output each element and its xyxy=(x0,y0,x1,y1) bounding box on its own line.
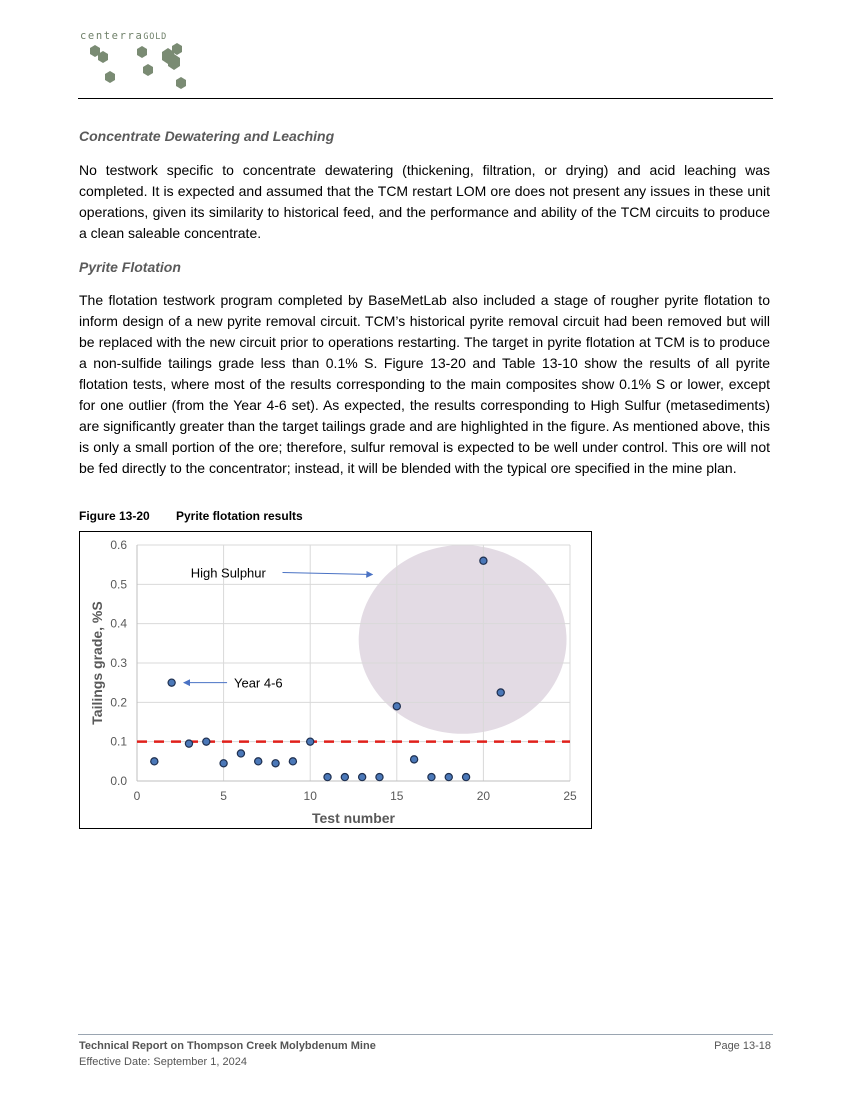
data-point xyxy=(185,740,192,747)
data-point xyxy=(272,760,279,767)
logo-wordmark xyxy=(80,30,167,42)
data-point xyxy=(428,773,435,780)
chart-frame xyxy=(79,531,592,829)
y-tick-label: 0.4 xyxy=(110,616,127,631)
y-tick-label: 0.5 xyxy=(110,577,127,592)
y-tick-label: 0.2 xyxy=(110,695,127,710)
paragraph-pyrite: The flotation testwork program completed by BaseMetLab also included a stage of rougher pyrite flotation to inform design of a new pyrite removal circuit. TCM’s historical pyrite removal circuit had been removed but will be replaced with the new circuit prior to operations restarting. The target in pyrite flotation at TCM is to produce a non-sulfide tailings grade less than 0.1% S. Figure 13-20 and Table 13-10 show the results of all pyrite flotation tests, where most of the results corresponding to the main composites show 0.1% S or lower, except for one outlier (from the Year 4-6 set). As expected, the results corresponding to High Sulfur (metasediments) are significantly greater than the target tailings grade and are highlighted in the figure. As mentioned above, this is only a small portion of the ore; therefore, sulfur removal is expected to be well under control. This ore will not be fed directly to the concentrator; instead, it will be blended with the typical ore specified in the mine plan. xyxy=(79,292,770,476)
y-tick-label: 0.6 xyxy=(110,538,127,552)
data-point xyxy=(151,758,158,765)
figure-title: Pyrite flotation results xyxy=(176,509,303,523)
y-tick-label: 0.1 xyxy=(110,734,127,749)
data-point xyxy=(255,758,262,765)
data-point xyxy=(289,758,296,765)
y-tick-label: 0.0 xyxy=(110,774,127,788)
data-point xyxy=(411,756,418,763)
annotation-label: Year 4-6 xyxy=(233,675,283,691)
data-point xyxy=(220,760,227,767)
x-tick-label: 25 xyxy=(563,789,577,803)
data-point xyxy=(445,773,452,780)
figure-number: Figure 13-20 xyxy=(79,509,150,523)
footer-report-title: Technical Report on Thompson Creek Molybdenum Mine xyxy=(79,1040,376,1052)
x-tick-label: 10 xyxy=(303,789,317,803)
data-point xyxy=(480,557,487,564)
data-point xyxy=(341,773,348,780)
paragraph-dewatering: No testwork specific to concentrate dewatering (thickening, filtration, or drying) and acid leaching was completed. It is expected and assumed that the TCM restart LOM ore does not present any issues in these unit operations, given its similarity to historical feed, and the performance and ability of the TCM circuits to produce a clean saleable concentrate. xyxy=(79,162,770,241)
data-point xyxy=(237,750,244,757)
company-logo xyxy=(80,30,210,94)
y-axis-title: Tailings grade, %S xyxy=(89,601,105,725)
high-sulphur-highlight xyxy=(359,545,567,734)
logo-hexagons-icon xyxy=(80,42,200,94)
data-point xyxy=(359,773,366,780)
section-title-pyrite: Pyrite Flotation xyxy=(79,259,181,275)
footer-page-number: Page 13-18 xyxy=(714,1040,771,1052)
x-tick-label: 5 xyxy=(220,789,227,803)
x-tick-label: 0 xyxy=(133,789,141,803)
logo-word-suffix: GOLD xyxy=(143,32,168,42)
annotation-arrow xyxy=(282,573,372,575)
data-point xyxy=(376,773,383,780)
data-point xyxy=(203,738,210,745)
footer-effective-date: Effective Date: September 1, 2024 xyxy=(79,1056,247,1068)
logo-word: centerra xyxy=(80,30,144,42)
x-tick-label: 15 xyxy=(390,789,404,803)
data-point xyxy=(168,679,175,686)
footer-rule xyxy=(78,1034,773,1035)
x-axis-title: Test number xyxy=(312,810,395,826)
annotation-label: High Sulphur xyxy=(190,565,266,581)
x-tick-label: 20 xyxy=(476,789,491,803)
data-point xyxy=(393,703,400,710)
section-title-dewatering: Concentrate Dewatering and Leaching xyxy=(79,128,335,144)
data-point xyxy=(307,738,314,745)
pyrite-flotation-chart xyxy=(80,532,591,828)
y-tick-label: 0.3 xyxy=(110,656,127,670)
figure-caption xyxy=(79,509,303,523)
header-rule xyxy=(78,98,773,99)
data-point xyxy=(462,773,469,780)
data-point xyxy=(324,773,331,780)
data-point xyxy=(497,689,504,696)
